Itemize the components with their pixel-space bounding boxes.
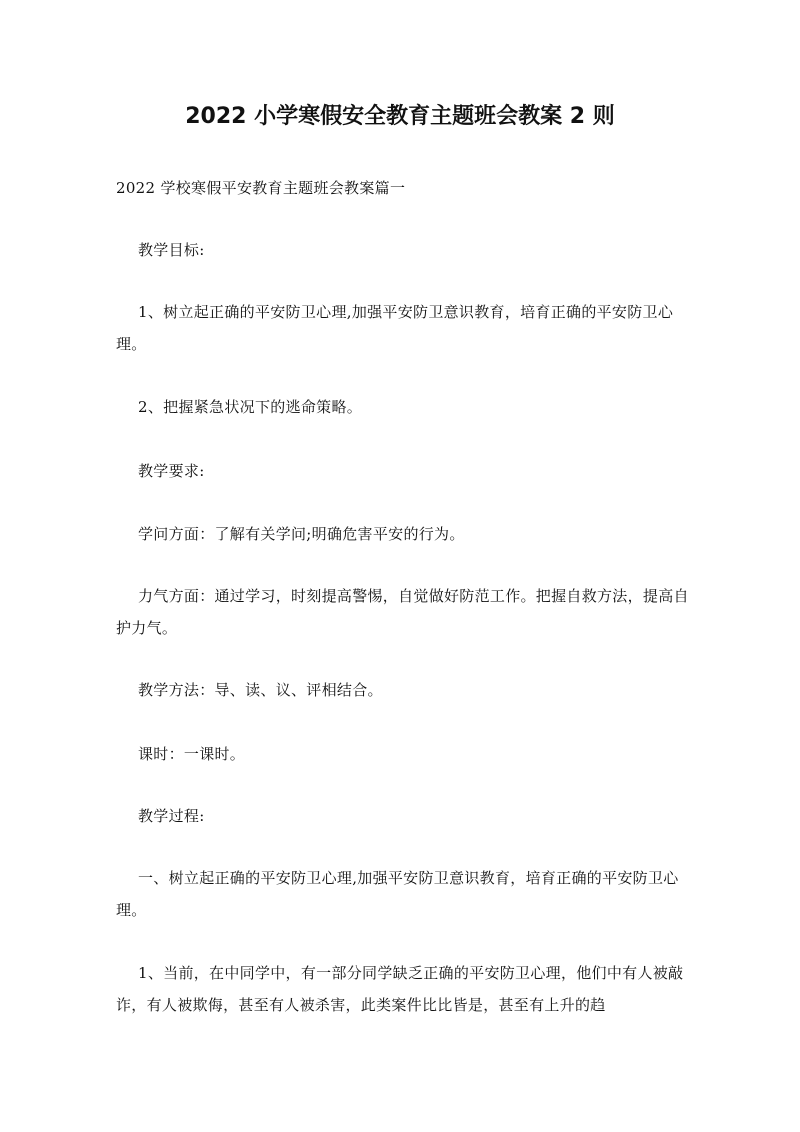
paragraph: 教学方法：导、读、议、评相结合。 xyxy=(138,681,383,699)
paragraph: 课时：一课时。 xyxy=(138,745,246,763)
paragraph: 力气方面：通过学习，时刻提高警惕，自觉做好防范工作。把握自救方法，提高自护力气。 xyxy=(116,587,689,637)
paragraph: 一、树立起正确的平安防卫心理,加强平安防卫意识教育，培育正确的平安防卫心理。 xyxy=(116,869,679,919)
document-title: 2022 小学寒假安全教育主题班会教案 2 则 xyxy=(185,104,615,129)
paragraph: 1、当前，在中同学中，有一部分同学缺乏正确的平安防卫心理，他们中有人被敲诈，有人被欺侮，甚至有人被杀害，此类案件比比皆是，甚至有上升的趋 xyxy=(116,964,684,1014)
paragraph: 教学过程: xyxy=(138,807,205,825)
paragraph: 教学要求: xyxy=(138,462,205,480)
paragraph: 2、把握紧急状况下的逃命策略。 xyxy=(138,398,363,416)
paragraph: 教学目标: xyxy=(138,241,205,259)
paragraph: 1、树立起正确的平安防卫心理,加强平安防卫意识教育，培育正确的平安防卫心理。 xyxy=(116,303,674,353)
section-heading: 2022 学校寒假平安教育主题班会教案篇一 xyxy=(116,179,406,197)
paragraph: 学问方面：了解有关学问;明确危害平安的行为。 xyxy=(138,525,465,543)
